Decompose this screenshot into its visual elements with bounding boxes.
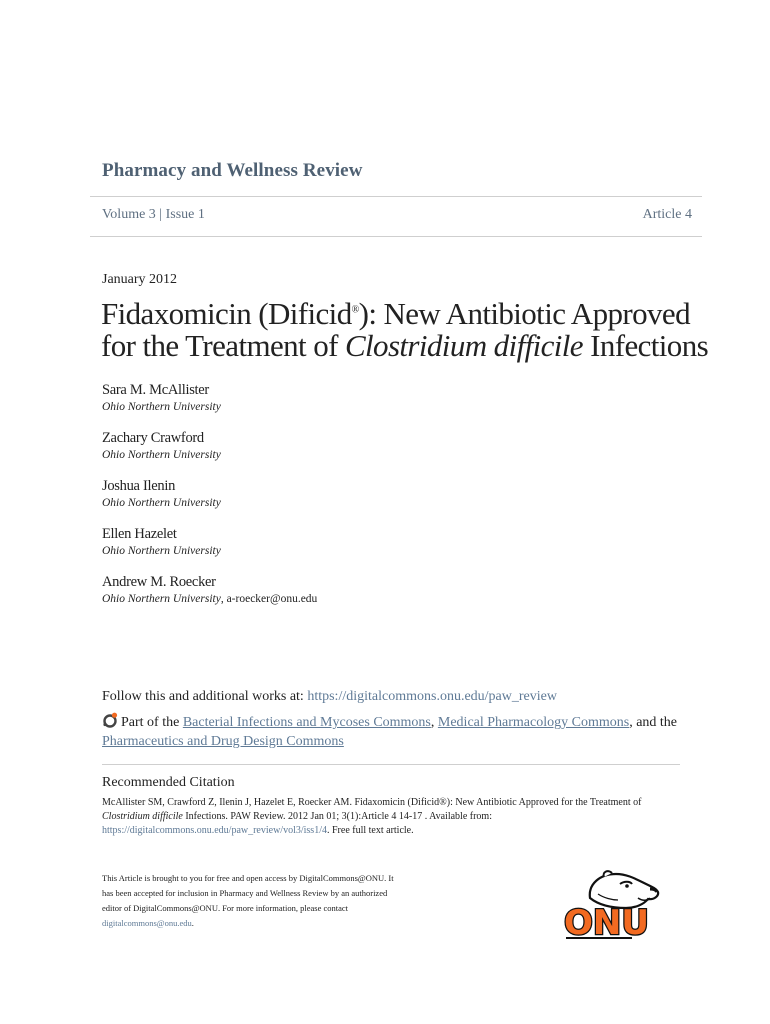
repository-link[interactable]: https://digitalcommons.onu.edu/paw_review: [307, 689, 557, 704]
author-entry: [102, 381, 702, 415]
title-text-2: ): New Antibiotic Approved for the Treatment of: [101, 296, 690, 363]
citation-text: [102, 796, 682, 838]
commons-link-pharmacology[interactable]: Medical Pharmacology Commons: [437, 715, 630, 730]
part-of-prefix: Part of the: [121, 715, 183, 730]
access-end: .: [191, 918, 194, 928]
top-divider: [90, 196, 702, 197]
title-organism: Clostridium difficile: [344, 328, 583, 363]
author-entry: [102, 429, 702, 463]
follow-label: Follow this and additional works at:: [102, 689, 308, 704]
volume-issue-line: [102, 207, 692, 223]
citation-part: . Free full text article.: [326, 825, 414, 836]
author-entry: [102, 573, 702, 607]
author-name[interactable]: Andrew M. Roecker: [102, 574, 216, 590]
affiliation-text: Ohio Northern University: [102, 593, 221, 605]
citation-heading: Recommended Citation: [102, 775, 235, 790]
author-name[interactable]: Sara M. McAllister: [102, 382, 209, 398]
separator: , and the: [629, 715, 678, 730]
author-affiliation: Ohio Northern University: [102, 497, 221, 509]
article-title[interactable]: [101, 298, 721, 362]
follow-line: [102, 689, 557, 705]
author-affiliation: [102, 591, 702, 607]
part-of-line: [102, 712, 682, 751]
separator: ,: [430, 715, 438, 730]
author-name[interactable]: Ellen Hazelet: [102, 526, 177, 542]
citation-divider: [102, 764, 680, 765]
publication-date: January 2012: [102, 272, 178, 287]
citation-organism: Clostridium difficile: [102, 811, 183, 822]
onu-polar-bear-logo: [560, 868, 660, 944]
title-text-1: Fidaxomicin (Dificid: [101, 296, 352, 331]
citation-link[interactable]: https://digitalcommons.onu.edu/paw_review/vol3/iss1/4: [102, 825, 327, 836]
author-affiliation: Ohio Northern University: [102, 401, 221, 413]
author-entry: [102, 525, 702, 559]
access-text: This Article is brought to you for free and open access by DigitalCommons@ONU. It has been accepted for inclusion in Pharmacy and Wellness Review by an authorized editor of DigitalCommons@ONU. For more information, please contact: [102, 873, 394, 913]
author-name[interactable]: Joshua Ilenin: [102, 478, 176, 494]
access-notice: [102, 871, 402, 931]
author-list: [102, 381, 702, 621]
article-number-link[interactable]: Article 4: [642, 207, 692, 222]
network-icon: [102, 712, 118, 728]
author-entry: [102, 477, 702, 511]
journal-title: Pharmacy and Wellness Review: [102, 160, 363, 181]
commons-link-bacterial[interactable]: Bacterial Infections and Mycoses Commons: [182, 715, 431, 730]
author-affiliation: Ohio Northern University: [102, 545, 221, 557]
second-divider: [90, 236, 702, 237]
author-affiliation: Ohio Northern University: [102, 449, 221, 461]
citation-part: McAllister SM, Crawford Z, Ilenin J, Hazelet E, Roecker AM. Fidaxomicin (Dificid®): New Antibiotic Approved for the Treatment of: [102, 797, 642, 808]
author-name[interactable]: Zachary Crawford: [102, 430, 204, 446]
logo-text: ONU: [564, 903, 649, 943]
citation-part: Infections. PAW Review. 2012 Jan 01; 3(1):Article 4 14-17 . Available from:: [182, 811, 492, 822]
contact-email-link[interactable]: digitalcommons@onu.edu: [102, 918, 192, 928]
title-text-3: Infections: [582, 328, 709, 363]
commons-link-pharmaceutics[interactable]: Pharmaceutics and Drug Design Commons: [102, 734, 344, 749]
volume-issue-link[interactable]: Volume 3 | Issue 1: [102, 207, 205, 222]
registered-mark: ®: [351, 304, 359, 316]
author-email[interactable]: , a-roecker@onu.edu: [220, 593, 318, 605]
